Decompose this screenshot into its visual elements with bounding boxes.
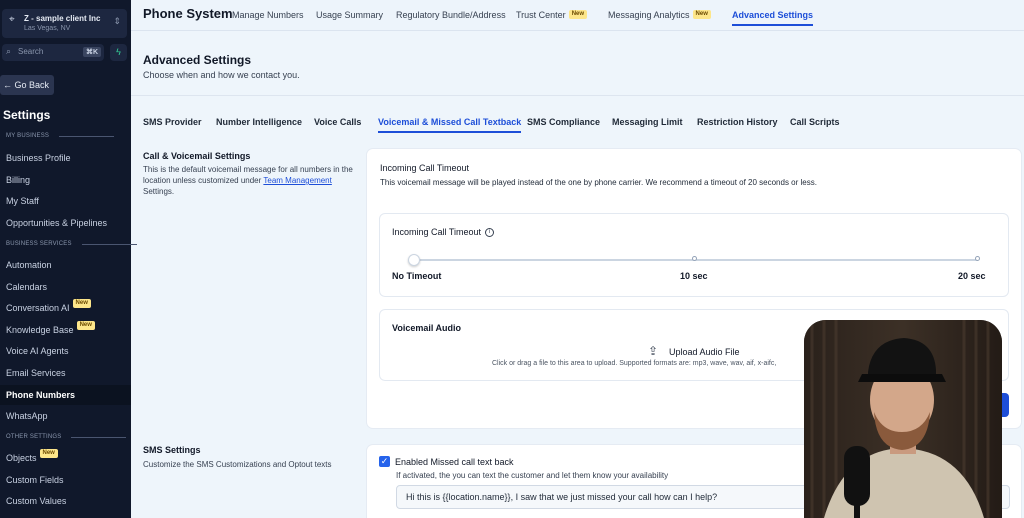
sidebar-item-label: Email Services — [6, 368, 66, 378]
sidebar-item-label: WhatsApp — [6, 411, 48, 421]
sidebar-item-automation[interactable] — [0, 255, 131, 275]
new-badge: New — [40, 449, 58, 458]
location-pin-icon: ⌖ — [9, 14, 15, 25]
topnav-regulatory-bundle[interactable] — [396, 10, 506, 20]
go-back-button[interactable]: ← Go Back — [0, 75, 54, 95]
topnav-messaging-analytics[interactable] — [608, 10, 711, 20]
sidebar-item-business-profile[interactable] — [0, 148, 131, 168]
sidebar-item-label: Business Profile — [6, 153, 71, 163]
sidebar-item-email-services[interactable] — [0, 363, 131, 383]
upload-cloud-icon: ⇪ — [648, 344, 659, 358]
team-management-link[interactable]: Team Management — [263, 176, 332, 185]
sidebar-item-label: Custom Fields — [6, 475, 64, 485]
sidebar — [0, 0, 131, 518]
sidebar-item-label: Objects — [6, 453, 37, 463]
tab-label: Messaging Limit — [612, 117, 683, 127]
presenter-webcam — [804, 320, 1002, 518]
topnav-advanced-settings[interactable] — [732, 10, 813, 20]
tab-label: Call Scripts — [790, 117, 840, 127]
slider-label-mid: 10 sec — [680, 271, 708, 281]
sidebar-item-phone-numbers[interactable] — [0, 385, 131, 405]
missed-call-textback-description: If activated, the you can text the customer and let them know your availability — [396, 471, 669, 480]
tab-label: SMS Compliance — [527, 117, 601, 127]
check-icon: ✓ — [380, 456, 389, 466]
incoming-call-timeout-title: Incoming Call Timeout — [380, 163, 470, 173]
sidebar-item-billing[interactable] — [0, 170, 131, 190]
timeout-slider-label — [392, 227, 494, 237]
topnav-label: Advanced Settings — [732, 10, 814, 20]
tab-label: Number Intelligence — [216, 117, 303, 127]
tab-messaging-limit[interactable] — [612, 117, 683, 127]
top-navigation — [131, 0, 1024, 31]
tab-sms-compliance[interactable] — [527, 117, 600, 127]
slider-label-text: Incoming Call Timeout — [392, 227, 482, 237]
sidebar-item-custom-values[interactable] — [0, 491, 131, 511]
search-shortcut: ⌘K — [83, 47, 101, 57]
tab-voicemail-missed-call[interactable] — [378, 117, 521, 127]
chevron-up-down-icon: ⇕ — [113, 16, 121, 26]
voicemail-audio-label: Voicemail Audio — [392, 323, 462, 333]
sidebar-title: Settings — [3, 108, 51, 122]
slider-tick — [692, 256, 697, 261]
topnav-trust-center[interactable] — [516, 10, 587, 20]
missed-call-textback-checkbox[interactable] — [379, 456, 390, 467]
sidebar-item-label: Billing — [6, 175, 31, 185]
incoming-call-timeout-description: This voicemail message will be played instead of the one by phone carrier. We recommend a timeout of 20 seconds or less. — [380, 178, 817, 187]
upload-hint: Click or drag a file to this area to upload. Supported formats are: mp3, wave, wav, aif, x-aifc, — [492, 360, 777, 367]
sidebar-item-label: Custom Values — [6, 496, 67, 506]
sidebar-item-opportunities[interactable] — [0, 213, 131, 233]
sidebar-item-voice-ai-agents[interactable] — [0, 341, 131, 361]
slider-label-min: No Timeout — [392, 271, 442, 281]
topnav-manage-numbers[interactable] — [232, 10, 304, 20]
section-my-business: MY BUSINESS — [6, 133, 114, 139]
topnav-label: Regulatory Bundle/Address — [396, 10, 506, 20]
search-placeholder: Search — [18, 47, 44, 56]
sidebar-item-label: Knowledge Base — [6, 325, 74, 335]
tab-label: SMS Provider — [143, 117, 202, 127]
textback-message-input[interactable]: Hi this is {{location.name}}, I saw that we just missed your call how can I help? — [396, 485, 1010, 509]
new-badge: New — [569, 10, 587, 19]
sidebar-item-my-staff[interactable] — [0, 191, 131, 211]
account-switcher[interactable] — [2, 9, 127, 38]
new-badge: New — [77, 321, 95, 330]
sidebar-item-label: Automation — [6, 260, 52, 270]
search-icon: ⌕ — [6, 46, 12, 56]
tab-sms-provider[interactable] — [143, 117, 202, 127]
sidebar-item-label: My Staff — [6, 196, 39, 206]
new-badge: New — [693, 10, 711, 19]
tab-number-intelligence[interactable] — [216, 117, 302, 127]
topnav-usage-summary[interactable] — [316, 10, 383, 20]
sidebar-item-custom-fields[interactable] — [0, 470, 131, 490]
sidebar-item-label: Voice AI Agents — [6, 346, 69, 356]
sidebar-item-label: Phone Numbers — [6, 390, 76, 400]
tab-label: Restriction History — [697, 117, 778, 127]
account-name: Z - sample client Inc — [24, 14, 101, 23]
sms-settings-description: Customize the SMS Customizations and Optout texts — [143, 460, 332, 469]
page-subtitle: Choose when and how we contact you. — [143, 70, 300, 80]
header-divider — [131, 95, 1024, 96]
missed-call-textback-label: Enabled Missed call text back — [395, 457, 514, 467]
call-voicemail-description — [143, 164, 358, 197]
presenter-video-image — [804, 320, 1002, 518]
upload-audio-label[interactable]: Upload Audio File — [669, 347, 740, 357]
sms-settings-heading: SMS Settings — [143, 445, 201, 455]
sidebar-item-label: Opportunities & Pipelines — [6, 218, 108, 228]
page-title: Advanced Settings — [143, 53, 252, 67]
sidebar-item-calendars[interactable] — [0, 277, 131, 297]
tab-restriction-history[interactable] — [697, 117, 778, 127]
info-icon[interactable]: i — [485, 228, 494, 237]
account-location: Las Vegas, NV — [24, 25, 71, 32]
timeout-slider-card — [379, 213, 1009, 297]
section-other-settings: OTHER SETTINGS — [6, 434, 126, 440]
tab-call-scripts[interactable] — [790, 117, 840, 127]
tab-voice-calls[interactable] — [314, 117, 361, 127]
call-voicemail-heading: Call & Voicemail Settings — [143, 151, 251, 161]
search-input[interactable] — [2, 44, 104, 61]
app-title: Phone System — [143, 6, 233, 21]
sidebar-item-label: Conversation AI — [6, 303, 70, 313]
topnav-label: Manage Numbers — [232, 10, 304, 20]
sidebar-item-knowledge-base[interactable] — [0, 320, 131, 340]
slider-label-max: 20 sec — [958, 271, 986, 281]
bolt-icon[interactable]: ϟ — [110, 44, 127, 61]
tab-label: Voice Calls — [314, 117, 362, 127]
tab-label: Voicemail & Missed Call Textback — [378, 117, 522, 127]
topnav-label: Usage Summary — [316, 10, 384, 20]
sidebar-item-conversation-ai[interactable] — [0, 298, 131, 318]
sidebar-item-objects[interactable] — [0, 448, 131, 468]
slider-tick — [975, 256, 980, 261]
new-badge: New — [73, 299, 91, 308]
description-text: This is the default voicemail message for all numbers in the location unless customized under — [143, 165, 353, 185]
sidebar-item-whatsapp[interactable] — [0, 406, 131, 426]
timeout-slider-thumb[interactable] — [408, 254, 420, 266]
section-business-services: BUSINESS SERVICES — [6, 241, 137, 247]
topnav-label: Trust Center — [516, 10, 566, 20]
sidebar-item-label: Calendars — [6, 282, 48, 292]
topnav-label: Messaging Analytics — [608, 10, 690, 20]
description-suffix: Settings. — [143, 187, 175, 196]
